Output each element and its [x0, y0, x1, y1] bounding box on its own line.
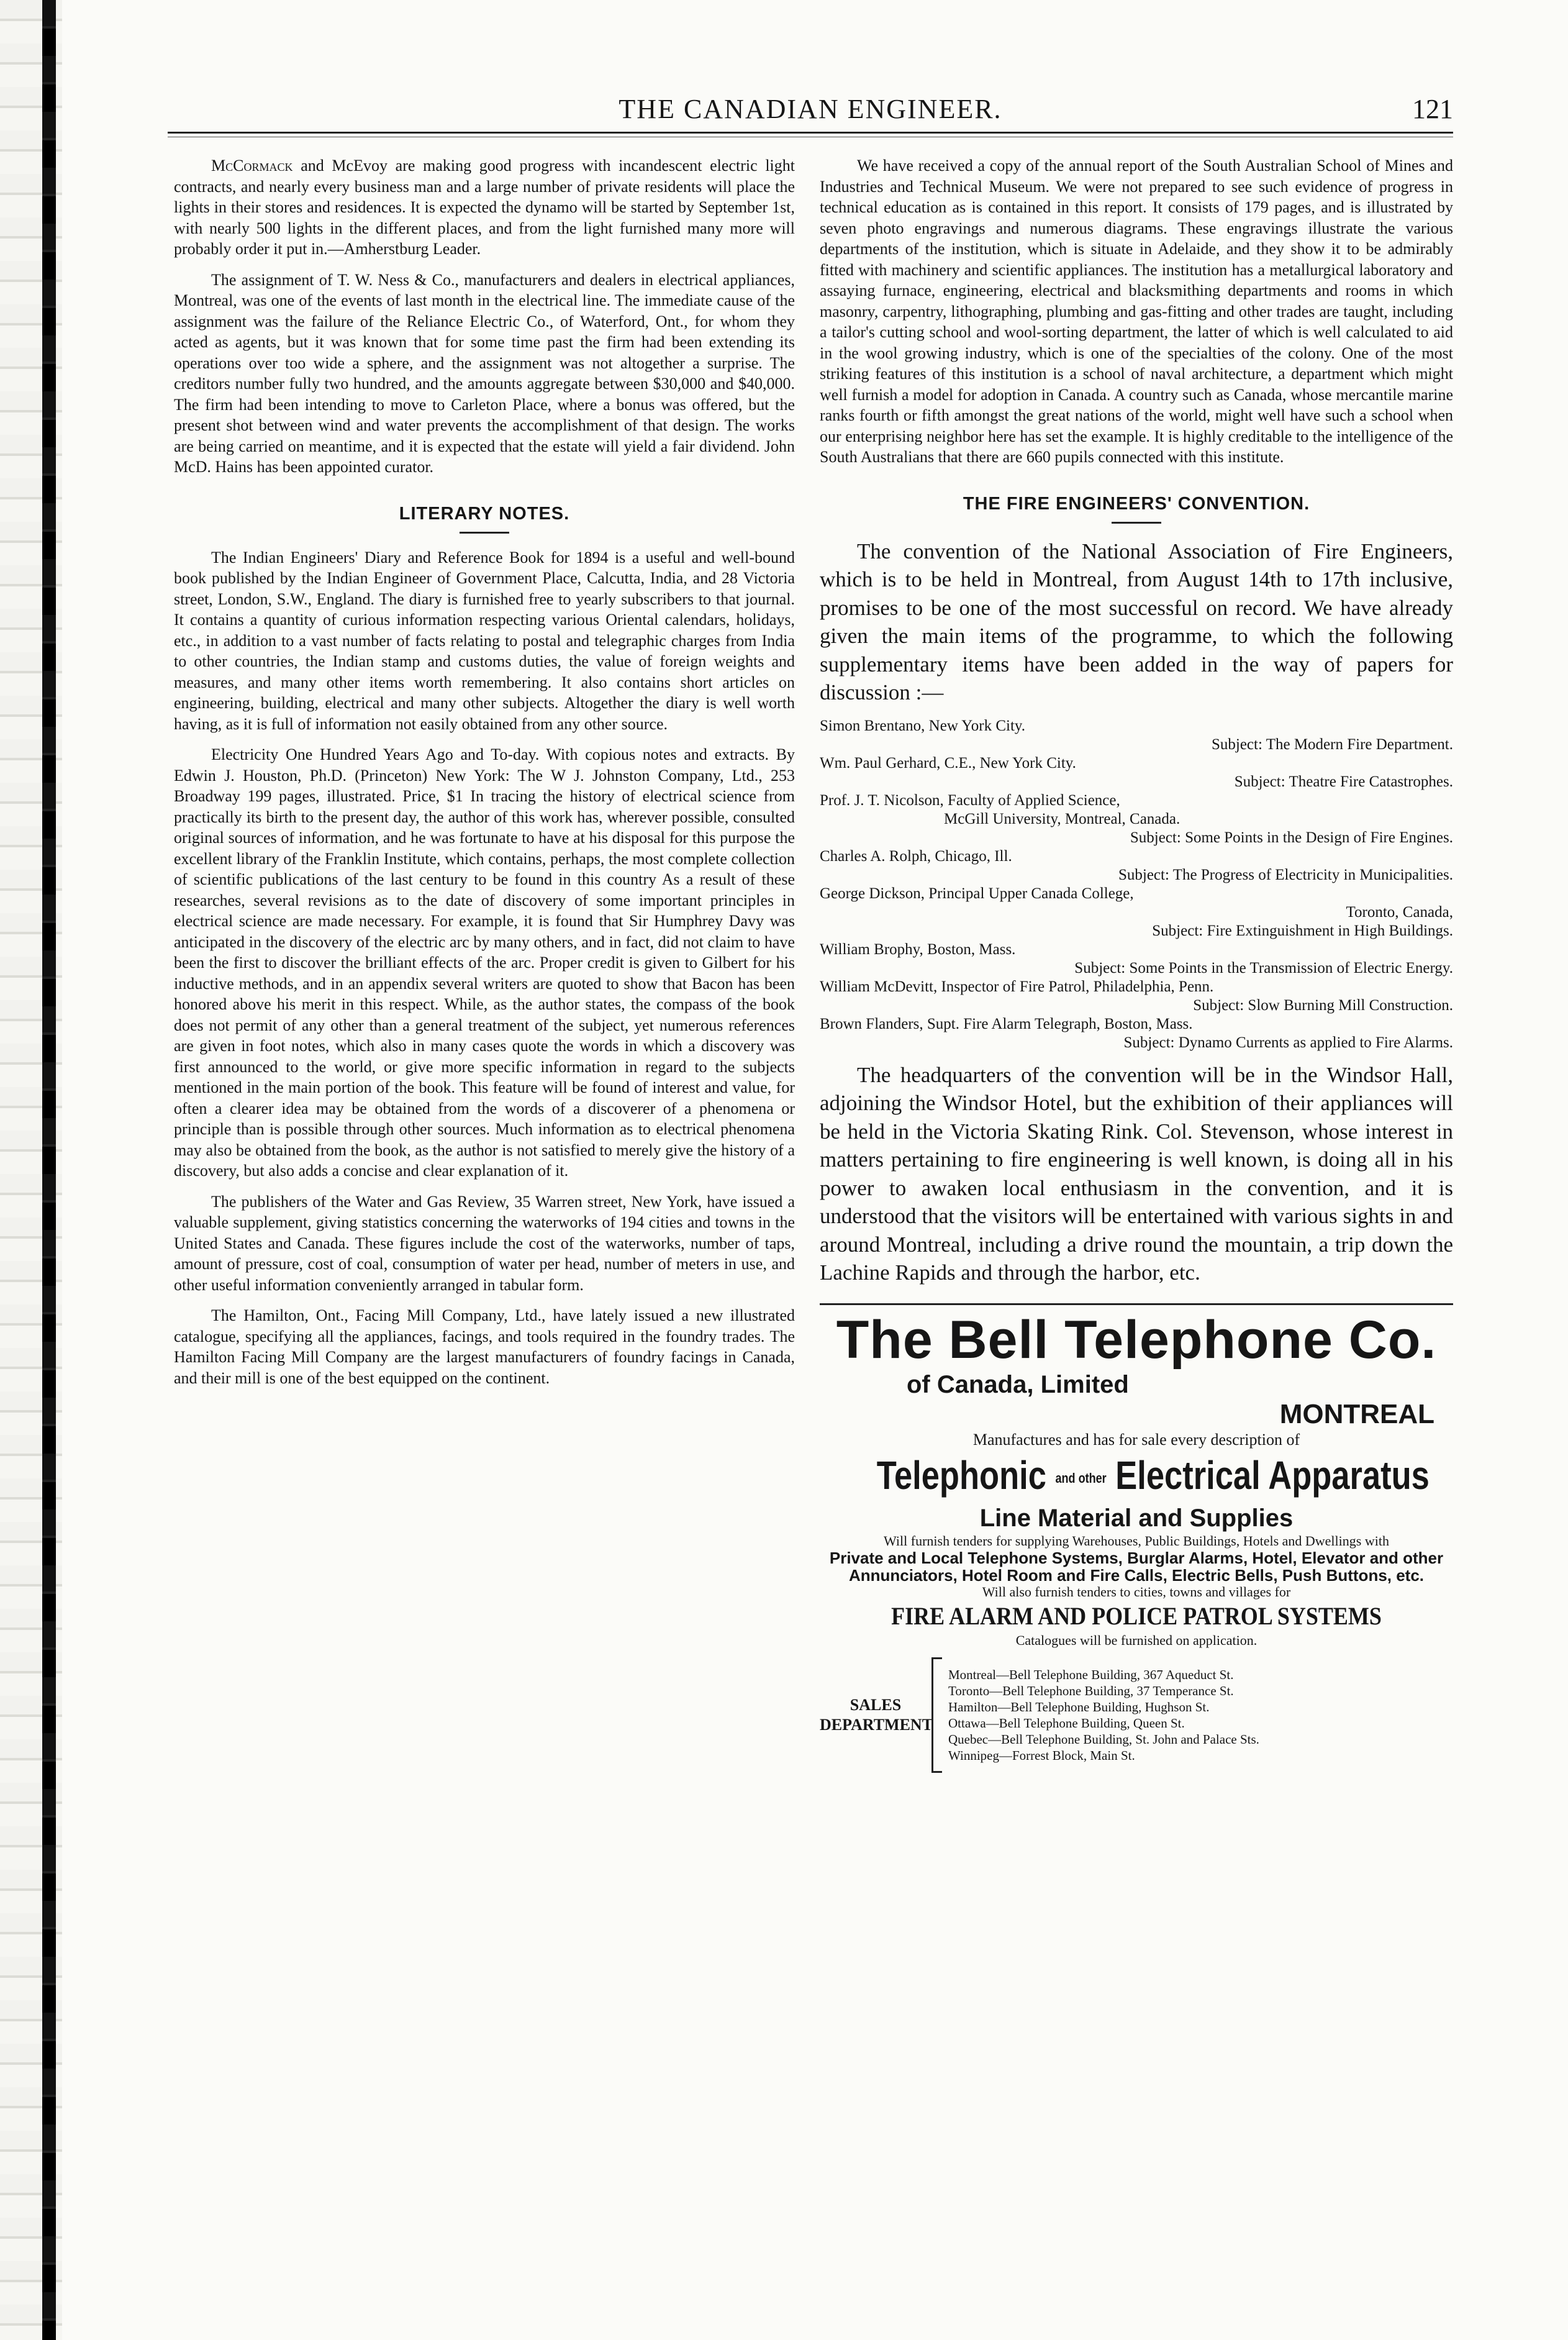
- ad-of-canada: of Canada, Limited: [907, 1370, 1129, 1398]
- office-item: Quebec—Bell Telephone Building, St. John and Palace Sts.: [948, 1731, 1259, 1747]
- lead-word: McCormack: [211, 157, 293, 175]
- programme-item: William McDevitt, Inspector of Fire Patrol, Philadelphia, Penn. Subject: Slow Burning Mill Construction.: [820, 978, 1453, 1014]
- brace: [931, 1657, 942, 1773]
- paragraph-indian-diary: The Indian Engineers' Diary and Reference Book for 1894 is a useful and well-bound book published by the Indian Engineer of Government Place, Calcutta, India, and 28 Victoria street, London, S.W., England. The diary is furnished free to yearly subscribers to that journal. It contains a quantity of curious information respecting various Oriental calendars, holidays, etc., in addition to a vast number of facts relating to postal and telegraphic charges from India to other countries, the Indian stamp and customs duties, the value of foreign weights and measures, and many other items worth remembering. It also contains short articles on engineering, building, electrical and many other subjects. Altogether the diary is well worth having, as it is full of information not easily obtained from any other source.: [174, 548, 795, 733]
- programme-item: George Dickson, Principal Upper Canada College, Toronto, Canada, Subject: Fire Extinguishment in High Buildings.: [820, 885, 1453, 939]
- ad-private-systems: Private and Local Telephone Systems, Burglar Alarms, Hotel, Elevator and other Annunciators, Hotel Room and Fire Calls, Electric Bells, Push Buttons, etc.: [829, 1548, 1444, 1585]
- office-item: Toronto—Bell Telephone Building, 37 Temperance St.: [948, 1683, 1234, 1698]
- page-number: 121: [1412, 94, 1453, 124]
- paragraph-headquarters: The headquarters of the convention will be in the Windsor Hall, adjoining the Windsor Hotel, but the exhibition of their appliances will be held in the Victoria Skating Rink. Col. Stevenson, whose interest in matters pertaining to fire engineering is well known, is doing all in his power to awaken local enthusiasm in the convention, and it is understood that the visitors will be entertained with various sights in and around Montreal, including a drive round the mountain, a trip down the Lachine Rapids and through the harbor, etc.: [820, 1062, 1453, 1285]
- header-rule: [168, 132, 1453, 134]
- paragraph-mccormack: McCormack and McEvoy are making good progress with incandescent electric light contracts, and nearly every business man and a large number of private residents will place the lights in their stores and residences. It is expected the dynamo will be started by September 1st, with nearly 500 lights in the different places, and from the light furnished many more will probably order it put in.—Amherstburg Leader.: [174, 157, 795, 258]
- ad-line-material: Line Material and Supplies: [979, 1504, 1294, 1532]
- ad-fire-alarm: FIRE ALARM AND POLICE PATROL SYSTEMS: [891, 1601, 1382, 1630]
- ad-will-furnish: Will furnish tenders for supplying Warehouses, Public Buildings, Hotels and Dwellings with: [884, 1532, 1389, 1549]
- right-column: [820, 155, 1453, 1773]
- office-item: Hamilton—Bell Telephone Building, Hughson St.: [948, 1699, 1210, 1714]
- journal-title: THE CANADIAN ENGINEER.: [619, 94, 1002, 124]
- ad-company-name: The Bell Telephone Co.: [836, 1309, 1437, 1370]
- sales-offices: [948, 1667, 1259, 1764]
- page-header: [168, 93, 1453, 128]
- heading-rule: [1112, 522, 1161, 524]
- programme-item: Simon Brentano, New York City. Subject: The Modern Fire Department.: [820, 717, 1453, 753]
- bell-telephone-advertisement: [820, 1303, 1453, 1773]
- office-item: Montreal—Bell Telephone Building, 367 Aqueduct St.: [948, 1667, 1234, 1682]
- literary-notes-heading: LITERARY NOTES.: [399, 503, 570, 524]
- paragraph-ness-assignment: The assignment of T. W. Ness & Co., manufacturers and dealers in electrical appliances, Montreal, was one of the events of last month in the electrical line. The immediate cause of the assignment was the failure of the Reliance Electric Co., of Waterford, Ont., for whom they acted as agents, but it was known that for some time past the firm had been extending its operations over too wide a sphere, and the assignment was not altogether a surprise. The creditors number fully two hundred, and the amounts aggregate between $30,000 and $40,000. The firm had been intending to move to Carleton Place, where a bonus was offered, but the present shot between wind and water prevents the accomplishment of that design. The works are being carried on meantime, and it is expected that the estate will yield a fair dividend. John McD. Hains has been appointed curator.: [174, 270, 795, 476]
- ad-will-also: Will also furnish tenders to cities, towns and villages for: [982, 1583, 1291, 1600]
- office-item: Winnipeg—Forrest Block, Main St.: [948, 1747, 1135, 1763]
- fire-engineers-heading: THE FIRE ENGINEERS' CONVENTION.: [963, 493, 1310, 514]
- binding-edge: [0, 0, 62, 2340]
- programme-item: William Brophy, Boston, Mass. Subject: Some Points in the Transmission of Electric Energy.: [820, 940, 1453, 977]
- programme-item: Brown Flanders, Supt. Fire Alarm Telegraph, Boston, Mass. Subject: Dynamo Currents as applied to Fire Alarms.: [820, 1015, 1453, 1051]
- ad-city: MONTREAL: [1279, 1398, 1434, 1429]
- ad-sales-department: [820, 1657, 1453, 1773]
- paragraph-water-gas-review: The publishers of the Water and Gas Review, 35 Warren street, New York, have issued a valuable supplement, giving statistics concerning the waterworks of 194 cities and towns in the United States and Canada. These figures include the cost of the waterworks, number of taps, amount of pressure, cost of coal, consumption of water per head, number of meters in use, and other useful information conveniently arranged in tabular form.: [174, 1192, 795, 1294]
- ad-manufactures: Manufactures and has for sale every description of: [972, 1430, 1300, 1449]
- sales-label: SALES DEPARTMENT: [820, 1695, 933, 1734]
- programme-list: [820, 717, 1453, 1052]
- office-item: Ottawa—Bell Telephone Building, Queen St.: [948, 1715, 1185, 1731]
- paragraph-south-australia: We have received a copy of the annual report of the South Australian School of Mines and Industries and Technical Museum. We were not prepared to see such evidence of progress in technical education as is contained in this report. It consists of 179 pages, and is illustrated by seven photo engravings and numerous diagrams. These engravings illustrate the various departments of the institution, which is situate in Adelaide, and they show it to be admirably fitted with machinery and scientific appliances. The institution has a metallurgical laboratory and assaying furnace, engineering, electrical and blacksmithing departments and rooms in which masonry, carpentry, lithographing, plumbing and gas-fitting and other trades are taught, including a tailor's cutting school and wool-sorting department, the latter of which is well calculated to aid in the wool growing industry, which is one of the specialties of the colony. One of the most striking features of this institution is a school of naval architecture, a department which might well furnish a model for adoption in Canada. A country such as Canada, whose mercantile marine ranks fourth or fifth amongst the great nations of the world, might well have such a school when our enterprising neighbor here has set the example. It is highly creditable to the intelligence of the South Australians that there are 660 pupils connected with this institute.: [820, 157, 1453, 466]
- left-column: [174, 155, 795, 1398]
- programme-item: Prof. J. T. Nicolson, Faculty of Applied Science, McGill University, Montreal, Canada. Subject: Some Points in the Design of Fire Engines.: [820, 791, 1453, 846]
- programme-item: Charles A. Rolph, Chicago, Ill. Subject: The Progress of Electricity in Municipalities.: [820, 847, 1453, 883]
- ad-catalogues: Catalogues will be furnished on application.: [1015, 1632, 1258, 1648]
- paragraph-electricity-book: Electricity One Hundred Years Ago and To-day. With copious notes and extracts. By Edwin J. Houston, Ph.D. (Princeton) New York: The W J. Johnston Company, Ltd., 253 Broadway 199 pages, illustrated. Price, $1 In tracing the history of electrical science from practically its birth to the present day, the author of this work has, wherever possible, consulted original sources of information, and he was fortunate to have at his disposal for this purpose the excellent library of the Franklin Institute, which contains, perhaps, the most complete collection of scientific publications of the last century to be found in this country As a result of these researches, several revisions as to the date of discovery of some important principles in electrical science are made necessary. For example, it is found that Sir Humphrey Davy was anticipated in the discovery of the electric arc by many others, and in fact, did not claim to have been the first to discover the brilliant effects of the arc. Proper credit is given to Gilbert for his inductive methods, and in an appendix several writers are quoted to show that Bacon has been honored above his merit in this respect. While, as the author states, the compass of the book does not permit of any other than a general treatment of the subject, yet numerous references are given in foot notes, which also in many cases quote the words in which a discovery was first announced to the world, or give more specific information in regard to the subjects mentioned in the main portion of the book. This feature will be found of interest and value, for often a clearer idea may be obtained from the words of a discoverer of a phenomena or principle than is possible through other sources. Much information as to electrical phenomena may also be obtained from the book, as the author is not satisfied to merely give the history of a discovery, but also adds a concise and clear explanation of it.: [174, 745, 795, 1180]
- paragraph-convention: The convention of the National Association of Fire Engineers, which is to be held in Montreal, from August 14th to 17th inclusive, promises to be one of the most successful on record. We have already given the main items of the programme, to which the following supplementary items have been added in the way of papers for discussion :—: [820, 539, 1453, 704]
- programme-item: Wm. Paul Gerhard, C.E., New York City. Subject: Theatre Fire Catastrophes.: [820, 754, 1453, 790]
- heading-rule: [460, 532, 509, 534]
- ad-telephonic-line: Telephonic and other Electrical Apparatus: [876, 1452, 1430, 1498]
- paragraph-hamilton-facing: The Hamilton, Ont., Facing Mill Company, Ltd., have lately issued a new illustrated catalogue, specifying all the appliances, facings, and tools required in the foundry trades. The Hamilton Facing Mill Company are the largest manufacturers of foundry facings in Canada, and their mill is one of the best equipped on the continent.: [174, 1306, 795, 1387]
